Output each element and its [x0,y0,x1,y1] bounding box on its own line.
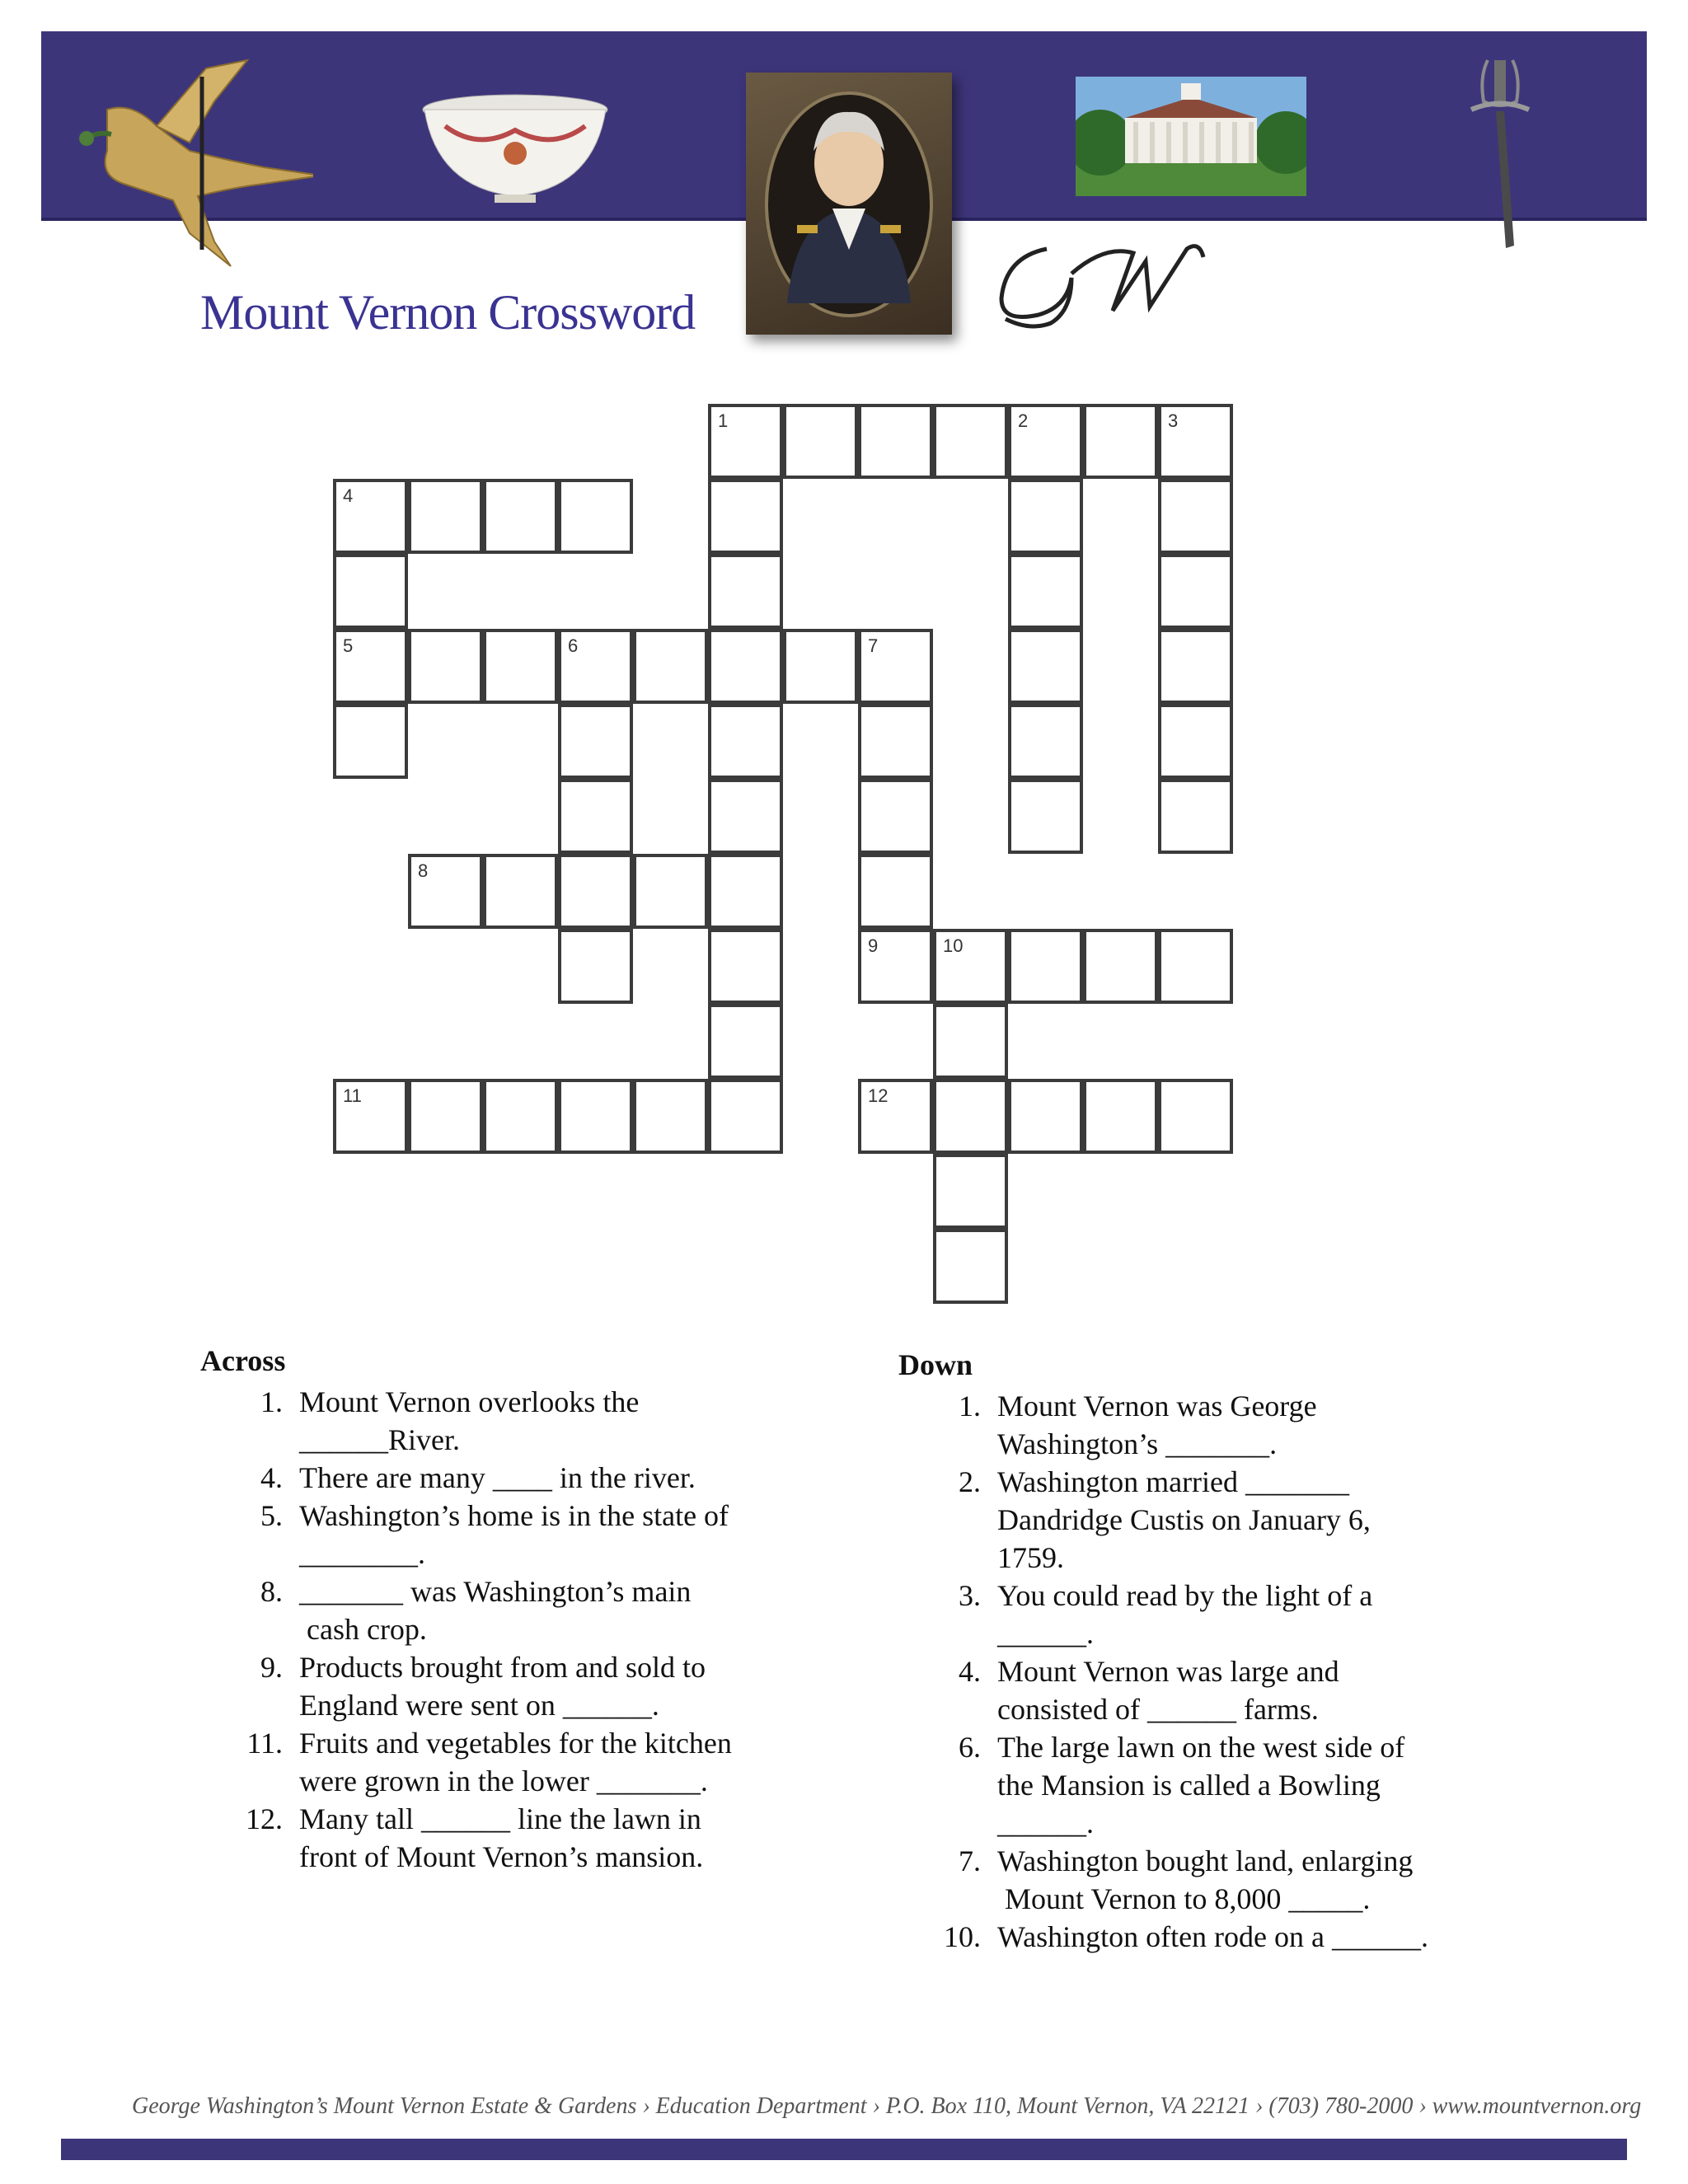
crossword-cell[interactable] [558,479,633,554]
sword-icon [1455,52,1545,250]
across-heading: Across [200,1344,286,1377]
weathervane-dove-icon [74,52,313,274]
crossword-cell[interactable] [1008,404,1083,479]
clue-number: 2 [1018,410,1029,431]
crossword-cell[interactable] [708,404,783,479]
clue-text: Mount Vernon was George [997,1390,1317,1422]
clue-text: Mount Vernon was large and [997,1655,1339,1688]
washington-portrait-image [746,73,952,335]
crossword-cell[interactable] [408,854,483,929]
crossword-cell[interactable] [558,1079,633,1154]
crossword-cell[interactable] [708,479,783,554]
clue-number: 1. [260,1385,283,1418]
clue-text: Washington’s home is in the state of [299,1499,729,1532]
crossword-cell[interactable] [708,629,783,704]
footer-bar [61,2139,1627,2160]
crossword-cell[interactable] [708,929,783,1004]
clue-item [200,1724,860,1800]
clue-number: 5. [260,1499,283,1532]
clue-number: 2. [959,1465,981,1498]
crossword-cell[interactable] [1083,1079,1158,1154]
clue-item [200,1383,860,1459]
crossword-cell[interactable] [1008,629,1083,704]
clue-text: _______ was Washington’s main [299,1575,692,1608]
crossword-cell[interactable] [633,854,708,929]
crossword-cell[interactable] [858,1079,933,1154]
crossword-cell[interactable] [1158,929,1233,1004]
clue-text: Many tall ______ line the lawn in [299,1802,701,1835]
clue-number: 3 [1168,410,1179,431]
clue-number: 7 [868,635,879,656]
clue-number: 1 [718,410,729,431]
crossword-cell[interactable] [1008,779,1083,854]
clue-number: 1. [959,1390,981,1422]
clue-text: consisted of ______ farms. [997,1693,1319,1726]
clue-item [200,1459,860,1497]
crossword-cell[interactable] [1158,779,1233,854]
clue-text: You could read by the light of a [997,1579,1373,1612]
page-title: Mount Vernon Crossword [200,285,696,340]
clue-text: England were sent on ______. [299,1689,659,1722]
crossword-cell[interactable] [333,1079,408,1154]
clue-text: Dandridge Custis on January 6, [997,1503,1371,1536]
clue-text: cash crop. [299,1613,427,1646]
clue-text: Washington married _______ [997,1465,1350,1498]
clue-text: ______River. [299,1423,460,1456]
crossword-cell[interactable] [1158,704,1233,779]
clue-text: were grown in the lower _______. [299,1765,708,1797]
crossword-cell[interactable] [333,479,408,554]
crossword-cell[interactable] [1008,1079,1083,1154]
clue-number: 11. [246,1727,283,1760]
clue-number: 4. [260,1461,283,1494]
clue-text: front of Mount Vernon’s mansion. [299,1840,704,1873]
clue-text: 1759. [997,1541,1064,1574]
clue-number: 12. [246,1802,283,1835]
crossword-cell[interactable] [1158,479,1233,554]
crossword-cell[interactable] [558,704,633,779]
crossword-cell[interactable] [933,1154,1008,1229]
clue-number: 4. [959,1655,981,1688]
crossword-cell[interactable] [708,704,783,779]
clue-number: 4 [343,485,354,506]
down-clues [898,1346,1599,1956]
crossword-cell[interactable] [1083,404,1158,479]
crossword-cell[interactable] [858,704,933,779]
clue-number: 9. [260,1651,283,1684]
clue-text: Fruits and vegetables for the kitchen [299,1727,732,1760]
crossword-cell[interactable] [933,929,1008,1004]
crossword-cell[interactable] [1008,554,1083,629]
crossword-cell[interactable] [633,629,708,704]
crossword-cell[interactable] [1158,404,1233,479]
crossword-cell[interactable] [1008,479,1083,554]
crossword-cell[interactable] [783,404,858,479]
crossword-cell[interactable] [408,629,483,704]
clue-item [200,1497,860,1572]
crossword-cell[interactable] [633,1079,708,1154]
clue-number: 8 [418,860,429,881]
clue-text: Products brought from and sold to [299,1651,706,1684]
clue-item [898,1918,1599,1956]
crossword-cell[interactable] [708,1079,783,1154]
crossword-cell[interactable] [858,854,933,929]
crossword-cell[interactable] [1158,554,1233,629]
clue-number: 6. [959,1731,981,1764]
crossword-cell[interactable] [483,854,558,929]
clue-text: Washington often rode on a ______. [997,1920,1429,1953]
clue-item [898,1728,1599,1842]
clue-number: 8. [260,1575,283,1608]
crossword-cell[interactable] [408,479,483,554]
crossword-cell[interactable] [858,779,933,854]
crossword-cell[interactable] [408,1079,483,1154]
clue-text: ________. [299,1537,425,1570]
crossword-cell[interactable] [933,1004,1008,1079]
clue-item [898,1577,1599,1652]
crossword-cell[interactable] [1008,929,1083,1004]
crossword-cell[interactable] [483,1079,558,1154]
crossword-cell[interactable] [558,854,633,929]
clue-text: ______. [997,1617,1094,1650]
clue-number: 5 [343,635,354,656]
crossword-cell[interactable] [933,404,1008,479]
crossword-cell[interactable] [333,629,408,704]
clue-text: Washington bought land, enlarging [997,1844,1414,1877]
crossword-cell[interactable] [1083,929,1158,1004]
clue-number: 9 [868,935,879,956]
clue-text: Washington’s _______. [997,1427,1278,1460]
crossword-cell[interactable] [558,929,633,1004]
clue-text: ______. [997,1807,1094,1840]
clue-number: 10. [944,1920,981,1953]
crossword-cell[interactable] [783,629,858,704]
mansion-photo-image [1076,77,1306,196]
clue-text: the Mansion is called a Bowling [997,1769,1381,1802]
gw-signature-image [989,232,1207,340]
crossword-cell[interactable] [1008,704,1083,779]
clue-item [200,1648,860,1724]
clue-text: Mount Vernon to 8,000 _____. [997,1882,1371,1915]
crossword-cell[interactable] [708,854,783,929]
footer-contact: George Washington’s Mount Vernon Estate & Gardens › Education Department › P.O. Box 110, Mount Vernon, VA 22121 › (703) 780-2000 › www.mountvernon.org [132,2093,1642,2119]
crossword-cell[interactable] [933,1079,1008,1154]
crossword-cell[interactable] [933,1229,1008,1304]
clue-number: 11 [343,1085,362,1106]
crossword-cell[interactable] [558,779,633,854]
clue-text: The large lawn on the west side of [997,1731,1405,1764]
clue-number: 7. [959,1844,981,1877]
crossword-cell[interactable] [1158,1079,1233,1154]
clue-number: 3. [959,1579,981,1612]
clue-text: There are many ____ in the river. [299,1461,696,1494]
crossword-cell[interactable] [858,404,933,479]
clue-number: 6 [568,635,579,656]
clue-item [898,1652,1599,1728]
clue-text: Mount Vernon overlooks the [299,1385,640,1418]
crossword-cell[interactable] [483,629,558,704]
down-heading: Down [898,1348,973,1381]
crossword-cell[interactable] [333,554,408,629]
porcelain-bowl-image [420,89,610,204]
crossword-cell[interactable] [333,704,408,779]
crossword-cell[interactable] [708,779,783,854]
crossword-cell[interactable] [858,629,933,704]
clue-item [898,1387,1599,1463]
clue-item [200,1800,860,1876]
crossword-cell[interactable] [483,479,558,554]
crossword-cell[interactable] [1158,629,1233,704]
clue-number: 12 [868,1085,889,1106]
across-clues [200,1342,860,1876]
clue-item [898,1463,1599,1577]
clue-item [200,1572,860,1648]
clue-item [898,1842,1599,1918]
crossword-cell[interactable] [558,629,633,704]
crossword-cell[interactable] [708,554,783,629]
crossword-cell[interactable] [708,1004,783,1079]
clue-number: 10 [943,935,964,956]
crossword-cell[interactable] [858,929,933,1004]
